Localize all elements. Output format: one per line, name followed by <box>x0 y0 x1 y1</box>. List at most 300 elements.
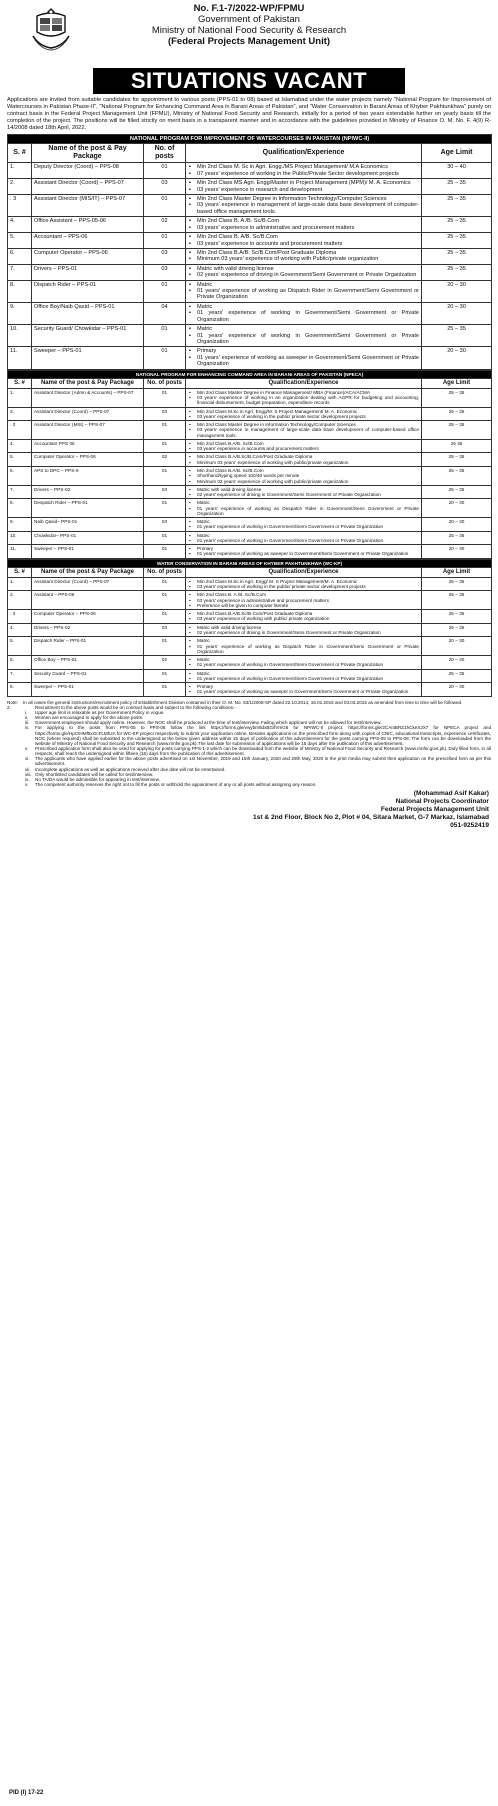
post-count: 01 <box>144 347 186 369</box>
post-count: 04 <box>144 302 186 324</box>
condition-number: i. <box>25 709 28 715</box>
post-name: Computer Operator – PPS-06 <box>32 610 144 624</box>
qualification-item: ▪ Matric with valid driving license <box>188 487 419 492</box>
age-limit: 25 – 35 <box>422 217 492 233</box>
qualification-item: ▪ Min 2nd Class B.A/B. Sc/B.Com/Post Graduate Diploma <box>188 250 419 256</box>
table-row <box>8 302 492 324</box>
qualification-item: ▪ Matric <box>188 671 419 676</box>
qualification-item: ▪ Min 2nd Class B.A/B.Sc/B.Com/Post Graduate Diploma <box>188 611 419 616</box>
table-row <box>8 499 492 518</box>
column-header: Age Limit <box>422 568 492 578</box>
qualification-item: ▪ 03 years' experience in administrative and procurement matters <box>188 598 419 603</box>
post-name: Naib Qasid– PPS-01 <box>32 518 144 532</box>
table-row <box>8 623 492 637</box>
table-row <box>8 248 492 264</box>
table-row <box>8 467 492 486</box>
qualification-item: ▪ Min 2nd Class Master Degree in Finance Management/ MBA (Finance)/ACA/ACMA <box>188 390 419 395</box>
column-header: No. of posts <box>144 144 186 163</box>
qualification-item: ▪ 03 years' experience in management of large-scale data base development of computer-based office management tools. <box>188 427 419 438</box>
post-count: 01 <box>144 577 186 591</box>
post-count: 01 <box>144 163 186 179</box>
notes-section <box>7 700 491 787</box>
column-header: Qualification/Experience <box>186 144 422 163</box>
age-limit: 25 – 35 <box>422 610 492 624</box>
age-limit: 25 – 35 <box>422 194 492 216</box>
column-header: S. # <box>8 568 32 578</box>
qualification-item: ▪ 01 years' experience of working in Government/Semi Government or Private Organization <box>188 524 419 529</box>
pid-number: PID (I) 17-22 <box>9 1790 44 1796</box>
age-limit: 25 – 35 <box>422 577 492 591</box>
post-name: Security Guard/ Chowkidar – PPS-01 <box>32 325 144 347</box>
qualification-item: ▪ Matric with valid driving license <box>188 625 419 630</box>
qualification-cell <box>186 656 422 670</box>
qualification-cell <box>186 163 422 179</box>
serial-number: 10. <box>8 531 32 545</box>
government-name: Government of Pakistan <box>198 13 300 25</box>
post-name: Chowkidar– PPS-01 <box>32 531 144 545</box>
condition-number: vii. <box>25 766 31 772</box>
post-count: 01 <box>144 669 186 683</box>
serial-number: 8. <box>8 280 32 302</box>
condition-text: Prescribed application form shall also be used for applying for posts carrying PPS-1-2 which can be downloaded from the website of Ministry of National Food Security and Research (www.mnfsr.govt.pk). Duly filled form, in all respects, shall reach the undersigned within fifteen (15) days from the publication of this advertisement. <box>35 745 491 757</box>
serial-number: 7. <box>8 485 32 499</box>
qualification-cell <box>186 683 422 697</box>
table-row <box>8 179 492 195</box>
qualification-item: ▪ 01 years' experience of working as sweeper in Government/Semi Government or Private Organization <box>188 689 419 694</box>
age-limit: 25 – 35 <box>422 421 492 440</box>
qualification-item: ▪ 01 years' experience of working as Dispatch Rider in Government/Semi Government or Private Organization <box>188 288 419 301</box>
serial-number: 4. <box>8 439 32 453</box>
serial-number: . 3 <box>8 194 32 216</box>
post-name: Security Guard – PPS-01 <box>32 669 144 683</box>
signatory-office: Federal Projects Management Unit <box>380 805 489 813</box>
post-count: 01 <box>144 610 186 624</box>
note-label: Note: <box>7 699 18 705</box>
qualification-cell <box>186 531 422 545</box>
post-count: 01 <box>144 280 186 302</box>
qualification-cell <box>186 347 422 369</box>
qualification-cell <box>186 421 422 440</box>
age-limit: 25 – 35 <box>422 591 492 610</box>
qualification-cell <box>186 280 422 302</box>
office-address: 1st & 2nd Floor, Block No 2, Plot # 04, Sitara Market, G-7 Markaz, Islamabad <box>253 813 489 821</box>
age-limit: 25 – 35 <box>422 467 492 486</box>
table-row <box>8 637 492 656</box>
serial-number: 4. <box>8 623 32 637</box>
serial-number: 5. <box>8 233 32 249</box>
column-header: Qualification/Experience <box>186 568 422 578</box>
serial-number: 8. <box>8 499 32 518</box>
qualification-item: ▪ 01 years' experience of working in Government/Semi Government or Private Organization <box>188 676 419 681</box>
table-row <box>8 388 492 407</box>
post-count: 01 <box>144 439 186 453</box>
table-row <box>8 325 492 347</box>
table-row <box>8 439 492 453</box>
ministry-name: Ministry of National Food Security & Research <box>151 24 347 36</box>
age-limit: 26 36 <box>422 439 492 453</box>
serial-number: 2. <box>8 179 32 195</box>
qualification-item: ▪ Primary <box>188 546 419 551</box>
serial-number: 2. <box>8 407 32 421</box>
qualification-item: ▪ Min 2nd Class MS Agri. Engg/Master in Project Management (MPM)/ M. A. Economics <box>188 180 419 186</box>
post-count: 03 <box>144 264 186 280</box>
condition-number: iii. <box>25 720 30 726</box>
table-row <box>8 421 492 440</box>
qualification-item: ▪ Min 2nd Class M. Sc in Agri. Engg./MS Project Management/ M.A Economics <box>188 164 419 170</box>
qualification-cell <box>186 302 422 324</box>
post-name: Dispatch Rider – PPS-01 <box>32 637 144 656</box>
project-title: WATER CONSERVATION IN BARANI AREAS OF KHYBER PAKHTUNKHWA (WC-KP) <box>8 559 492 567</box>
office-phone: 051-9252419 <box>450 821 489 829</box>
age-limit: 20 – 30 <box>422 656 492 670</box>
post-name: Assistant Director (Admn & Accounts) – PPS-07 <box>32 388 144 407</box>
qualification-item: ▪ 03 years' experience of working with public/ private organization <box>188 616 419 621</box>
age-limit: 20 – 30 <box>422 637 492 656</box>
post-name: Accountant – PPS-06 <box>32 233 144 249</box>
post-count: 03 <box>144 248 186 264</box>
age-limit: 25 – 35 <box>422 407 492 421</box>
condition-number: viii. <box>25 771 32 777</box>
post-name: Drivers – PPS-02 <box>32 485 144 499</box>
qualification-item: ▪ Minimum 03 years' experience of working with Public/private organization <box>188 256 419 262</box>
condition-text: For applying to the posts from PPS-05 to PPS-08 follow the link https://forms.gle/vwybm6dxBGifVmG6 for NPIWC-II project, https://forms.gle/2CAi4BRZ1hCkeXJX7 for NPECA project and https://forms.gle/HpCtHMf5xGcFLMhJA for WC-KP project respectively to submit your application online. Besides applications on the prescribed form along with copies of CNIC, educational transcripts, experience certificates, NOC (where required) shall be submitted to the undersigned at the below given address within 15 days of publication of this advertisement for the posts carrying PPS-05 to PPS-08. The form can be downloaded from the website of Ministry of National Food Security and Research (www.mnfsr.gov.pk).The last date for submission of applications will be 15 days after the publication of this advertisement. <box>35 725 491 746</box>
age-limit: 20 – 30 <box>422 302 492 324</box>
qualification-item: ▪ 01 years' experience of working as Dispatch Rider in Government/Semi Government or Private Organization <box>188 644 419 655</box>
table-row <box>8 591 492 610</box>
serial-number: 4. <box>8 217 32 233</box>
post-name: Office Boy – PPS-01 <box>32 656 144 670</box>
situations-vacant-banner: SITUATIONS VACANT <box>93 68 405 94</box>
column-header: Name of the post & Pay Package <box>32 568 144 578</box>
post-name: Deputy Director (Coord) – PPS-08 <box>32 163 144 179</box>
qualification-item: ▪ Matric <box>188 500 419 505</box>
condition-text: Upper age limit is relaxable as per Government Policy in vogue. <box>35 709 165 715</box>
post-count: 03 <box>144 518 186 532</box>
qualification-item: ▪ Min 2nd Class B. A/B. Sc/B.Com <box>188 234 419 240</box>
qualification-item: ▪ Min 2nd Class Master Degree in Information Technology/Computer Sciences <box>188 422 419 427</box>
vacancy-table <box>7 134 492 370</box>
column-header: S. # <box>8 378 32 388</box>
condition-text: No TA/DA would be admissible for appearing in test/interview. <box>35 776 160 782</box>
post-count: 02 <box>144 217 186 233</box>
post-count: 01 <box>144 499 186 518</box>
column-header: Qualification/Experience <box>186 378 422 388</box>
qualification-item: ▪ Preference will be given to computer literate <box>188 603 419 608</box>
qualification-item: ▪ Matric <box>188 304 419 310</box>
serial-number: 1. <box>8 388 32 407</box>
table-row <box>8 545 492 559</box>
unit-name: (Federal Projects Management Unit) <box>167 35 331 47</box>
table-row <box>8 280 492 302</box>
age-limit: 25 – 35 <box>422 325 492 347</box>
post-name: Sweeper – PPS-01 <box>32 347 144 369</box>
qualification-cell <box>186 577 422 591</box>
table-row <box>8 683 492 697</box>
qualification-cell <box>186 545 422 559</box>
age-limit: 20 – 30 <box>422 347 492 369</box>
serial-number: 5. <box>8 453 32 467</box>
qualification-item: ▪ 03 years' experience in accounts and procurement matters <box>188 241 419 247</box>
age-limit: 25 – 35 <box>422 623 492 637</box>
age-limit: 20 – 30 <box>422 280 492 302</box>
post-name: Office Assistant – PPS-05-06 <box>32 217 144 233</box>
qualification-cell <box>186 439 422 453</box>
qualification-item: ▪ 02 years' experience of driving in Government/Semi Government or Private Organization <box>188 630 419 635</box>
qualification-cell <box>186 453 422 467</box>
table-row <box>8 407 492 421</box>
qualification-cell <box>186 623 422 637</box>
serial-number: 5. <box>8 637 32 656</box>
age-limit: 25 – 35 <box>422 264 492 280</box>
qualification-item: ▪ Matric <box>188 326 419 332</box>
age-limit: 25 – 35 <box>422 531 492 545</box>
serial-number: 6. <box>8 248 32 264</box>
post-count: 02 <box>144 453 186 467</box>
table-row <box>8 264 492 280</box>
serial-number: 9. <box>8 302 32 324</box>
post-count: 01 <box>144 637 186 656</box>
government-emblem-icon <box>31 6 71 52</box>
column-header: Age Limit <box>422 144 492 163</box>
project-title: NATIONAL PROGRAM FOR IMPROVEMENT OF WATERCOURSES IN PAKISTAN (NPIWC-II) <box>8 134 492 143</box>
qualification-cell <box>186 499 422 518</box>
serial-number: 1. <box>8 163 32 179</box>
post-count: 01 <box>144 194 186 216</box>
reference-number: No. F.1-7/2022-WP/FPMU <box>193 3 305 14</box>
qualification-cell <box>186 669 422 683</box>
table-row <box>8 453 492 467</box>
post-name: Computer Operator – PPS-06 <box>32 453 144 467</box>
column-header: Age Limit <box>422 378 492 388</box>
serial-number: 6. <box>8 656 32 670</box>
vacancy-table <box>7 559 492 697</box>
qualification-item: ▪ Matric <box>188 282 419 288</box>
condition-number: iv. <box>25 725 30 731</box>
serial-number: 10. <box>8 325 32 347</box>
age-limit: 25 – 35 <box>422 248 492 264</box>
note-text: In all cases the general instructions/recruitment policy of Establishment Division contained in their O. M. No. 53/1/2008-SP dated 22.10.2014, 16.01.2015 and 03.03.2015 as amended from time to time will be followed. <box>23 699 463 705</box>
age-limit: 30 – 40 <box>422 163 492 179</box>
qualification-cell <box>186 407 422 421</box>
condition-text: Incomplete applications as well as applications received after due date will not be entertained. <box>35 766 226 772</box>
qualification-item: ▪ Min 2nd Class M.Sc in Agri. Engg/ M. S Project Management/M. A. Economic <box>188 579 419 584</box>
condition-text: Government employees should apply online. However, the NOC shall be produced at the time of test/interview. Failing which applicant will not be allowed for test/interview. <box>35 720 382 726</box>
post-name: Despatch Rider – PPS-01 <box>32 499 144 518</box>
qualification-item: ▪ 03 years' experience in administrative and procurement matters <box>188 225 419 231</box>
qualification-item: ▪ 02 years' experience of driving in Government/Semi Government or Private Organization <box>188 272 419 278</box>
column-header: No. of posts <box>144 568 186 578</box>
post-name: Accountant PPS 06 <box>32 439 144 453</box>
qualification-cell <box>186 194 422 216</box>
post-name: Assistant Director (MIS) – PPS-07 <box>32 421 144 440</box>
qualification-cell <box>186 518 422 532</box>
serial-number: 8. <box>8 683 32 697</box>
table-row <box>8 194 492 216</box>
post-count: 01 <box>144 467 186 486</box>
signatory-name: (Mohammad Asif Kakar) <box>413 790 489 798</box>
post-name: Dispatch Rider – PPS-01 <box>32 280 144 302</box>
post-name: Assistant Director (Coord) – PPS-07 <box>32 577 144 591</box>
post-count: 03 <box>144 179 186 195</box>
serial-number: 11. <box>8 347 32 369</box>
qualification-item: ▪ Min 2nd Class Master Degree in Information Technology/Computer Sciences <box>188 196 419 202</box>
qualification-item: ▪ Min 2nd Class B. A /B. Sc/B.Com <box>188 218 419 224</box>
table-row <box>8 163 492 179</box>
condition-number: x. <box>25 781 29 787</box>
table-row <box>8 485 492 499</box>
serial-number: 7. <box>8 264 32 280</box>
qualification-item: ▪ Matric <box>188 533 419 538</box>
post-count: 01 <box>144 591 186 610</box>
qualification-item: ▪ 03 years' experience of working in an organization dealing with AGPR for budgeting and accounting, financial disbursement, budget preparation, expenditure records <box>188 395 419 406</box>
qualification-item: ▪ Matric <box>188 519 419 524</box>
qualification-cell <box>186 467 422 486</box>
qualification-item: ▪ Min 2nd Class B. A./B. Sc/B.Com <box>188 592 419 597</box>
post-name: Drivers – PPS-01 <box>32 264 144 280</box>
qualification-cell <box>186 610 422 624</box>
table-row <box>8 577 492 591</box>
age-limit: 25 – 35 <box>422 669 492 683</box>
post-count: 01 <box>144 233 186 249</box>
qualification-item: ▪ 03 years' experience in research and development <box>188 187 419 193</box>
table-row <box>8 518 492 532</box>
condition-number: ii. <box>25 715 29 721</box>
age-limit: 25 – 35 <box>422 453 492 467</box>
vacancy-table <box>7 370 492 559</box>
qualification-item: ▪ Min 2nd Class B.A/B. Sc/B.Com <box>188 441 419 446</box>
qualification-item: ▪ 01 years' experience of working as sweeper in Government/Semi Government or Private Organization <box>188 355 419 368</box>
qualification-cell <box>186 264 422 280</box>
qualification-item: ▪ 01 years' experience of working in Government/Semi Government or Private Organization <box>188 662 419 667</box>
qualification-cell <box>186 388 422 407</box>
age-limit: 25 – 35 <box>422 388 492 407</box>
condition-text: The applicants who have applied earlier for the above posts advertised on 1st November, 2019 and 15th January, 2020 and 29th May, 2020 in the print media may submit their application on the prescribed form as per this advertisement. <box>35 756 491 767</box>
table-row <box>8 217 492 233</box>
qualification-item: ▪ 01 years' experience of working as Despatch Rider in Government/Semi Government or Private Organization <box>188 506 419 517</box>
qualification-item: ▪ Min 2nd Class B.A/B.Sc/B.Com/Post Graduate Diploma <box>188 454 419 459</box>
post-name: Assistant Director (Coord) – PPS-07 <box>32 179 144 195</box>
qualification-item: ▪ Matric <box>188 638 419 643</box>
post-count: 01 <box>144 531 186 545</box>
qualification-item: ▪ 01 years' experience of working as sweeper in Government/Semi Government or Private Organization <box>188 551 419 556</box>
table-row <box>8 233 492 249</box>
condition-number: ix. <box>25 776 30 782</box>
condition-number: v. <box>25 745 29 751</box>
qualification-cell <box>186 637 422 656</box>
post-count: 02 <box>144 656 186 670</box>
post-count: 01 <box>144 388 186 407</box>
age-limit: 20 – 30 <box>422 499 492 518</box>
table-row <box>8 347 492 369</box>
age-limit: 20 – 30 <box>422 518 492 532</box>
serial-number: 2. <box>8 591 32 610</box>
signature-block <box>7 790 491 830</box>
qualification-item: ▪ Matric <box>188 657 419 662</box>
qualification-item: ▪ 03 years' experience in management of large-scale data base development of computer-based office management tools. <box>188 202 419 215</box>
column-header: Name of the post & Pay Package <box>32 144 144 163</box>
post-count: 01 <box>144 683 186 697</box>
column-header: No. of posts <box>144 378 186 388</box>
qualification-cell <box>186 485 422 499</box>
project-title: NATIONAL PROGRAM FOR ENHANCING COMMAND AREA IN BARANI AREAS OF PAKISTAN (NPECA) <box>8 370 492 378</box>
condition-text: Only shortlisted candidates will be called for test/interview. <box>35 771 154 777</box>
qualification-cell <box>186 217 422 233</box>
signatory-designation: National Projects Coordinator <box>395 797 489 805</box>
qualification-cell <box>186 248 422 264</box>
qualification-item: ▪ 03 years' experience in accounts and procurement matters <box>188 446 419 451</box>
condition-number: vi. <box>25 756 30 762</box>
qualification-item: ▪ 03 years' experience of working in the public/ private sector development projects <box>188 414 419 419</box>
serial-number: 11. <box>8 545 32 559</box>
post-name: Assistant Director (MIS/IT) – PPS-07 <box>32 194 144 216</box>
table-row <box>8 531 492 545</box>
header <box>7 4 491 66</box>
post-count: 01 <box>144 421 186 440</box>
qualification-cell <box>186 325 422 347</box>
serial-number: 7. <box>8 669 32 683</box>
qualification-item: ▪ 07 years' experience of working in the Public/Private Sector development projects <box>188 171 419 177</box>
age-limit: 25 – 35 <box>422 179 492 195</box>
table-row <box>8 669 492 683</box>
age-limit: 25 – 35 <box>422 233 492 249</box>
post-name: Assistant Director (Coord) – PPS-07 <box>32 407 144 421</box>
column-header: Name of the post & Pay Package <box>32 378 144 388</box>
serial-number: 1. <box>8 577 32 591</box>
qualification-item: ▪ Primary <box>188 684 419 689</box>
qualification-cell <box>186 591 422 610</box>
post-name: APS to DPC – PPS-6 <box>32 467 144 486</box>
qualification-item: ▪ 03 years' experience of working in the public/ private sector development projects <box>188 584 419 589</box>
post-name: Assistant – PPS-06 <box>32 591 144 610</box>
qualification-item: ▪ 01 years' experience of working in Government/Semi Government or Private Organization <box>188 310 419 323</box>
qualification-item: ▪ Min 2nd Class B.A/B. Sc/B.Com <box>188 468 419 473</box>
age-limit: 20 – 30 <box>422 683 492 697</box>
qualification-item: ▪ Shorthand/typing speed 100/40 words per minute <box>188 473 419 478</box>
table-row <box>8 656 492 670</box>
note-number: 2. <box>7 704 11 710</box>
column-header: S. # <box>8 144 32 163</box>
condition-text: Recruitment to the above posts would be on contract basis and subject to the following conditions:- <box>35 704 236 710</box>
post-name: Computer Operator – PPS-06 <box>32 248 144 264</box>
serial-number: 9. <box>8 518 32 532</box>
post-name: Drivers – PPS-02 <box>32 623 144 637</box>
intro-paragraph: Applications are invited from suitable candidates for appointment to various posts (PPS-01 to 08) based at Islamabad under the water projects namely "National Program for Improvement of Watercourses in Pakistan Phase-II", "National Program for Enhancing Command Area in Barani Areas of Pakistan", and "Water Conservation in Barani Areas of Khyber Pakhtunkhwa" purely on contract basis in the Federal Project Management Unit (FPMU), Ministry of National Food Security and Research, initially for a period of two years extendable further on yearly basis till the completion of the project. The positions will be filled strictly on merit basis in a transparent manner and in accordance with the guidelines provided in Ministry of Finance O. M. No. F. 4(9) R-14/2008 dated 18th April, 2022. <box>7 97 491 131</box>
vacancy-tables <box>7 134 491 697</box>
qualification-item: ▪ Matric with valid driving license <box>188 266 419 272</box>
post-count: 01 <box>144 325 186 347</box>
qualification-cell <box>186 179 422 195</box>
qualification-item: ▪ Minimum 03 years' experience of working with public/private organization <box>188 460 419 465</box>
post-name: Office Boy/Naib Qasid – PPS-01 <box>32 302 144 324</box>
table-row <box>8 610 492 624</box>
qualification-item: ▪ 01 years' experience of working in Government/Semi Government or Private Organization <box>188 538 419 543</box>
post-name: Sweeper – PPS-01 <box>32 683 144 697</box>
condition-text: Women are encouraged to apply for the above posts. <box>35 715 144 721</box>
post-count: 03 <box>144 485 186 499</box>
condition-text: The competent authority reserves the right not to fill the posts or withhold the appointment of any or all posts without assigning any reason. <box>35 781 317 787</box>
age-limit: 25 – 35 <box>422 485 492 499</box>
serial-number: . 3 <box>8 421 32 440</box>
serial-number: . 3 <box>8 610 32 624</box>
age-limit: 20 – 30 <box>422 545 492 559</box>
post-count: 03 <box>144 407 186 421</box>
qualification-item: ▪ Primary <box>188 348 419 354</box>
qualification-cell <box>186 233 422 249</box>
post-count: 03 <box>144 623 186 637</box>
qualification-item: ▪ Min 2nd Class M.Sc in Agri. Engg/M. S Project Management/ M. A. Economic <box>188 409 419 414</box>
qualification-item: ▪ Minimum 02 years' experience of working with public/private organization <box>188 479 419 484</box>
post-name: Sweeper – PPS-01 <box>32 545 144 559</box>
